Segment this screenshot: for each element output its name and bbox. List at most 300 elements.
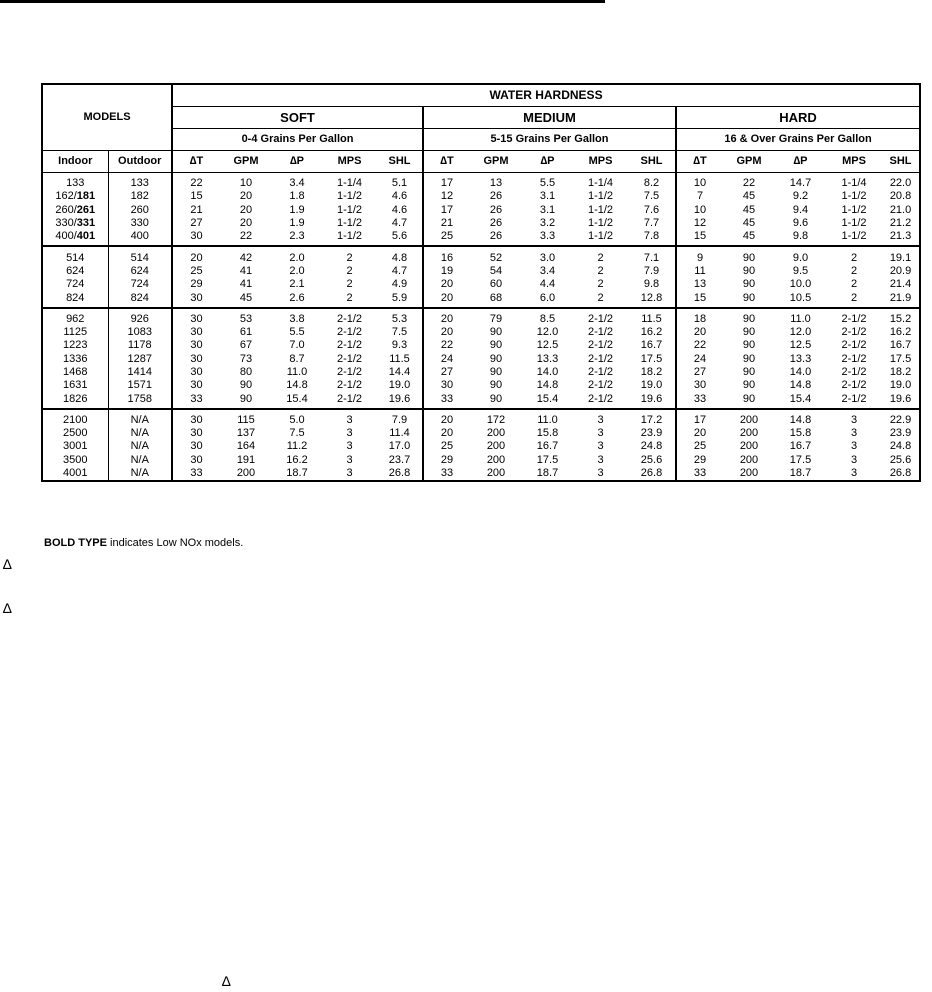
value-cell-gpm: 41 xyxy=(239,264,253,277)
value-cell-mps: 3 xyxy=(850,453,858,466)
value-cell-delta-t: 20 xyxy=(190,251,203,264)
model-outdoor-cell: 514 xyxy=(108,246,172,264)
value-cell-delta-t: 11 xyxy=(694,264,706,277)
value-cell-delta-t: 9 xyxy=(696,251,704,264)
value-cell-delta-p: 3.1 xyxy=(539,203,556,216)
column-header-outdoor: Outdoor xyxy=(108,151,172,173)
value-cell-delta-p: 14.8 xyxy=(789,379,812,392)
value-cell-gpm: 90 xyxy=(239,379,253,392)
value-cell-mps: 1-1/4 xyxy=(587,177,614,190)
value-cell-delta-p: 9.2 xyxy=(792,190,809,203)
value-cell-shl: 21.2 xyxy=(889,217,912,230)
value-cell-gpm: 54 xyxy=(489,264,503,277)
model-indoor-cell xyxy=(42,173,108,191)
value-cell-delta-p: 18.7 xyxy=(536,467,559,480)
value-cell-shl: 21.9 xyxy=(882,291,920,307)
value-cell-mps: 2 xyxy=(346,251,353,264)
value-cell-shl: 17.2 xyxy=(628,409,676,427)
table-row xyxy=(42,409,920,427)
model-indoor-cell xyxy=(42,190,108,203)
value-cell-gpm: 45 xyxy=(220,291,272,307)
value-cell-shl: 25.6 xyxy=(889,453,912,466)
value-cell-delta-t: 25 xyxy=(440,440,454,453)
value-cell-delta-p: 3.1 xyxy=(539,190,556,203)
model-indoor-number: 2100 xyxy=(63,413,88,426)
value-cell-mps: 3 xyxy=(597,413,604,426)
model-indoor-number: 514 xyxy=(66,251,85,264)
value-cell-delta-p: 1.9 xyxy=(289,217,305,230)
value-cell-delta-p: 11.2 xyxy=(286,440,308,453)
model-indoor-cell xyxy=(42,230,108,246)
value-cell-gpm: 90 xyxy=(723,291,775,307)
value-cell-shl: 11.5 xyxy=(628,308,676,326)
value-cell-mps: 2-1/2 xyxy=(841,312,867,325)
value-cell-gpm: 200 xyxy=(236,467,256,480)
value-cell-mps: 1-1/2 xyxy=(841,203,867,216)
value-cell-delta-p: 2.1 xyxy=(289,278,305,291)
value-cell-gpm: 200 xyxy=(486,467,506,480)
value-cell-delta-p: 3.4 xyxy=(539,264,556,277)
value-cell-delta-t: 20 xyxy=(440,427,454,440)
value-cell-shl: 20.8 xyxy=(889,190,912,203)
value-cell-shl: 22.0 xyxy=(889,177,912,190)
value-cell-gpm: 52 xyxy=(489,251,503,264)
value-cell-delta-p: 1.8 xyxy=(289,190,305,203)
value-cell-delta-p: 9.8 xyxy=(775,230,826,246)
value-cell-mps: 2-1/2 xyxy=(573,392,628,408)
model-indoor-cell xyxy=(42,440,108,453)
value-cell-mps: 1-1/2 xyxy=(336,217,363,230)
value-cell-shl: 8.2 xyxy=(628,173,676,191)
value-cell-gpm: 26 xyxy=(489,203,503,216)
value-cell-delta-t: 22 xyxy=(190,177,203,190)
value-cell-delta-t: 12 xyxy=(693,217,707,230)
value-cell-mps: 2 xyxy=(346,278,353,291)
value-cell-shl: 16.7 xyxy=(889,339,912,352)
value-cell-shl: 4.6 xyxy=(377,204,423,217)
value-cell-delta-t: 15 xyxy=(676,291,723,307)
value-cell-delta-p: 15.8 xyxy=(536,427,559,440)
value-cell-delta-t: 25 xyxy=(423,230,470,246)
value-cell-gpm: 60 xyxy=(489,278,503,291)
value-cell-mps: 2-1/2 xyxy=(587,379,614,392)
value-cell-delta-p: 2.0 xyxy=(289,251,305,264)
value-cell-gpm: 90 xyxy=(742,352,756,365)
value-cell-delta-p: 5.5 xyxy=(539,177,556,190)
value-cell-delta-t: 10 xyxy=(693,203,707,216)
value-cell-mps: 3 xyxy=(597,440,604,453)
value-cell-gpm: 200 xyxy=(739,467,759,480)
value-cell-shl: 7.8 xyxy=(628,230,676,246)
value-cell-delta-t: 27 xyxy=(440,366,454,378)
value-cell-gpm: 90 xyxy=(220,392,272,408)
value-cell-gpm: 90 xyxy=(742,278,756,291)
value-cell-delta-p: 3.8 xyxy=(289,312,305,325)
value-cell-mps: 3 xyxy=(850,427,858,440)
table-row xyxy=(42,339,920,352)
value-cell-delta-p: 15.4 xyxy=(272,392,322,408)
value-cell-delta-p: 11.0 xyxy=(790,312,811,325)
model-indoor-number: 400/ xyxy=(55,230,77,243)
value-cell-delta-p: 18.7 xyxy=(286,467,308,480)
model-indoor-lownox-number: 331 xyxy=(76,217,96,230)
model-indoor-number: 724 xyxy=(66,278,85,291)
model-outdoor-cell: 260 xyxy=(108,204,172,217)
range-soft: 0-4 Grains Per Gallon xyxy=(172,129,423,151)
value-cell-mps: 1-1/2 xyxy=(587,217,614,230)
value-cell-shl: 7.1 xyxy=(628,246,676,264)
value-cell-mps: 2-1/2 xyxy=(841,326,867,339)
column-header-delta-t: ∆T xyxy=(172,151,220,173)
table-row xyxy=(42,454,920,467)
value-cell-shl: 19.0 xyxy=(889,379,912,392)
value-cell-mps: 2-1/2 xyxy=(336,352,363,365)
value-cell-mps: 2 xyxy=(597,278,604,291)
table-row xyxy=(42,291,920,307)
value-cell-gpm: 22 xyxy=(220,230,272,246)
model-indoor-number: 1468 xyxy=(63,366,88,378)
value-cell-delta-p: 14.8 xyxy=(536,379,559,392)
model-outdoor-cell: N/A xyxy=(108,440,172,453)
value-cell-delta-t: 15 xyxy=(190,190,203,203)
value-cell-delta-p: 14.7 xyxy=(789,177,812,190)
value-cell-mps: 2-1/2 xyxy=(587,366,614,378)
value-cell-mps: 1-1/2 xyxy=(336,190,363,203)
value-cell-gpm: 20 xyxy=(239,203,253,216)
value-cell-mps: 2-1/2 xyxy=(587,312,614,325)
top-rule xyxy=(0,0,605,3)
value-cell-delta-p: 11.0 xyxy=(537,413,558,426)
models-header: MODELS xyxy=(42,84,172,151)
model-indoor-cell xyxy=(42,392,108,408)
value-cell-delta-t: 29 xyxy=(440,453,454,466)
value-cell-delta-t: 17 xyxy=(440,177,454,190)
model-indoor-number: 1336 xyxy=(63,352,88,365)
model-indoor-cell xyxy=(42,217,108,230)
value-cell-gpm: 90 xyxy=(742,264,756,277)
value-cell-delta-p: 9.6 xyxy=(792,217,809,230)
value-cell-gpm: 26 xyxy=(489,217,503,230)
value-cell-mps: 3 xyxy=(346,440,353,453)
model-indoor-cell xyxy=(42,204,108,217)
value-cell-shl: 21.4 xyxy=(889,278,912,291)
footnote-bold-type: BOLD TYPE xyxy=(44,537,107,549)
value-cell-delta-t: 25 xyxy=(190,264,203,277)
category-hard: HARD xyxy=(676,107,920,129)
value-cell-delta-p: 17.5 xyxy=(789,453,812,466)
column-header-gpm: GPM xyxy=(470,151,522,173)
table-row xyxy=(42,204,920,217)
value-cell-delta-p: 11.0 xyxy=(286,366,308,378)
model-indoor-cell xyxy=(42,454,108,467)
value-cell-delta-t: 13 xyxy=(693,278,707,291)
model-outdoor-cell: 400 xyxy=(108,230,172,246)
value-cell-shl: 19.1 xyxy=(889,251,912,264)
value-cell-shl: 23.9 xyxy=(889,427,912,440)
value-cell-shl: 12.8 xyxy=(628,291,676,307)
category-medium: MEDIUM xyxy=(423,107,676,129)
value-cell-mps: 2-1/2 xyxy=(587,352,614,365)
value-cell-mps: 2-1/2 xyxy=(587,339,614,352)
model-outdoor-cell: 1414 xyxy=(108,366,172,379)
value-cell-delta-t: 20 xyxy=(693,427,707,440)
model-indoor-cell xyxy=(42,353,108,366)
value-cell-gpm: 10 xyxy=(239,177,253,190)
value-cell-mps: 3 xyxy=(346,467,353,480)
column-header-delta-t: ∆T xyxy=(423,151,470,173)
model-outdoor-cell: 1287 xyxy=(108,353,172,366)
value-cell-shl: 7.7 xyxy=(628,217,676,230)
value-cell-shl: 23.7 xyxy=(377,454,423,467)
value-cell-mps: 3 xyxy=(850,440,858,453)
value-cell-mps: 1-1/2 xyxy=(322,230,377,246)
model-indoor-cell xyxy=(42,278,108,291)
value-cell-gpm: 90 xyxy=(489,352,503,365)
value-cell-delta-p: 2.3 xyxy=(272,230,322,246)
value-cell-mps: 1-1/2 xyxy=(841,217,867,230)
value-cell-delta-p: 13.3 xyxy=(789,352,812,365)
value-cell-mps: 2 xyxy=(597,251,604,264)
value-cell-delta-t: 22 xyxy=(693,339,707,352)
model-outdoor-cell: 182 xyxy=(108,190,172,203)
column-header-mps: MPS xyxy=(322,151,377,173)
value-cell-shl: 4.9 xyxy=(377,278,423,291)
value-cell-mps: 2-1/2 xyxy=(841,339,867,352)
value-cell-shl: 19.6 xyxy=(377,392,423,408)
table-row xyxy=(42,440,920,453)
value-cell-gpm: 200 xyxy=(739,427,759,440)
model-indoor-number: 3500 xyxy=(63,453,88,466)
value-cell-delta-t: 24 xyxy=(440,352,454,365)
column-header-delta-p: ∆P xyxy=(775,151,826,173)
value-cell-shl: 18.2 xyxy=(628,366,676,379)
value-cell-gpm: 79 xyxy=(489,312,503,325)
model-outdoor-cell: 1083 xyxy=(108,326,172,339)
value-cell-mps: 3 xyxy=(850,413,858,426)
value-cell-mps: 2-1/2 xyxy=(336,326,363,339)
value-cell-gpm: 73 xyxy=(239,352,253,365)
value-cell-shl: 5.1 xyxy=(377,173,423,191)
value-cell-delta-t: 30 xyxy=(190,339,203,352)
value-cell-mps: 2 xyxy=(850,264,858,277)
value-cell-delta-p: 17.5 xyxy=(536,453,559,466)
range-medium: 5-15 Grains Per Gallon xyxy=(423,129,676,151)
model-indoor-number: 260/ xyxy=(55,203,77,216)
value-cell-shl: 16.2 xyxy=(889,326,912,339)
value-cell-delta-t: 22 xyxy=(440,339,454,352)
value-cell-delta-t: 30 xyxy=(172,230,220,246)
value-cell-delta-p: 2.6 xyxy=(272,291,322,307)
table-row xyxy=(42,392,920,408)
value-cell-delta-p: 16.2 xyxy=(286,453,308,466)
value-cell-delta-t: 24 xyxy=(693,352,707,365)
value-cell-delta-t: 15 xyxy=(676,230,723,246)
value-cell-gpm: 115 xyxy=(237,413,255,426)
value-cell-delta-p: 15.4 xyxy=(522,392,573,408)
value-cell-shl: 19.0 xyxy=(628,379,676,392)
value-cell-mps: 2-1/2 xyxy=(841,379,867,392)
value-cell-delta-p: 5.5 xyxy=(289,326,305,339)
column-header-gpm: GPM xyxy=(220,151,272,173)
model-indoor-cell xyxy=(42,409,108,427)
value-cell-mps: 1-1/4 xyxy=(336,177,363,190)
value-cell-shl: 4.7 xyxy=(377,265,423,278)
table-row xyxy=(42,326,920,339)
value-cell-delta-p: 2.0 xyxy=(289,264,305,277)
value-cell-delta-t: 12 xyxy=(440,190,454,203)
model-indoor-cell xyxy=(42,265,108,278)
model-outdoor-cell: 330 xyxy=(108,217,172,230)
model-outdoor-cell: 824 xyxy=(108,291,172,307)
value-cell-delta-p: 14.0 xyxy=(536,366,559,378)
table-row xyxy=(42,366,920,379)
value-cell-shl: 21.3 xyxy=(882,230,920,246)
value-cell-gpm: 45 xyxy=(742,190,756,203)
value-cell-mps: 2 xyxy=(573,291,628,307)
value-cell-mps: 2 xyxy=(850,278,858,291)
value-cell-delta-t: 18 xyxy=(693,312,707,325)
value-cell-gpm: 200 xyxy=(486,427,506,440)
value-cell-mps: 2-1/2 xyxy=(336,379,363,392)
value-cell-shl: 20.9 xyxy=(889,264,912,277)
value-cell-gpm: 200 xyxy=(739,413,759,426)
model-indoor-cell xyxy=(42,379,108,392)
value-cell-mps: 1-1/2 xyxy=(336,203,363,216)
value-cell-gpm: 90 xyxy=(742,379,756,392)
value-cell-delta-p: 16.7 xyxy=(789,440,812,453)
table-row xyxy=(42,230,920,246)
table-row xyxy=(42,308,920,326)
value-cell-gpm: 137 xyxy=(236,427,256,440)
model-indoor-number: 624 xyxy=(66,264,85,277)
value-cell-gpm: 90 xyxy=(489,326,503,339)
value-cell-delta-p: 15.4 xyxy=(775,392,826,408)
column-header-gpm: GPM xyxy=(723,151,775,173)
delta-triangle-icon: ∆ xyxy=(3,600,12,616)
value-cell-mps: 1-1/2 xyxy=(587,203,614,216)
value-cell-gpm: 200 xyxy=(486,453,506,466)
model-indoor-cell xyxy=(42,339,108,352)
model-indoor-lownox-number: 261 xyxy=(76,203,96,216)
value-cell-delta-p: 12.0 xyxy=(789,326,812,339)
value-cell-gpm: 26 xyxy=(470,230,522,246)
value-cell-mps: 2-1/2 xyxy=(841,352,867,365)
value-cell-shl: 17.5 xyxy=(889,352,912,365)
value-cell-gpm: 13 xyxy=(489,177,503,190)
value-cell-delta-p: 3.4 xyxy=(289,177,305,190)
column-header-delta-p: ∆P xyxy=(272,151,322,173)
value-cell-delta-p: 10.0 xyxy=(789,278,812,291)
value-cell-gpm: 90 xyxy=(489,379,503,392)
value-cell-shl: 26.8 xyxy=(628,467,676,481)
value-cell-mps: 1-1/2 xyxy=(587,190,614,203)
value-cell-delta-t: 30 xyxy=(693,379,707,392)
value-cell-shl: 26.8 xyxy=(377,467,423,481)
value-cell-mps: 3 xyxy=(346,453,353,466)
value-cell-mps: 2 xyxy=(346,264,353,277)
value-cell-shl: 25.6 xyxy=(628,454,676,467)
value-cell-delta-p: 9.0 xyxy=(792,251,809,264)
value-cell-mps: 2-1/2 xyxy=(336,312,363,325)
value-cell-delta-p: 3.2 xyxy=(539,217,556,230)
value-cell-shl: 7.9 xyxy=(377,409,423,427)
value-cell-mps: 1-1/2 xyxy=(826,230,882,246)
model-outdoor-cell: N/A xyxy=(108,427,172,440)
value-cell-gpm: 67 xyxy=(239,339,253,352)
model-outdoor-cell: 724 xyxy=(108,278,172,291)
value-cell-mps: 3 xyxy=(597,467,604,480)
model-indoor-number: 1223 xyxy=(63,339,88,352)
value-cell-delta-p: 9.5 xyxy=(792,264,809,277)
value-cell-delta-t: 20 xyxy=(440,326,454,339)
value-cell-shl: 23.9 xyxy=(628,427,676,440)
model-indoor-cell xyxy=(42,246,108,264)
value-cell-shl: 19.0 xyxy=(377,379,423,392)
value-cell-delta-p: 7.5 xyxy=(289,427,305,440)
column-header-shl: SHL xyxy=(628,151,676,173)
value-cell-mps: 2-1/2 xyxy=(826,392,882,408)
model-outdoor-cell: 1571 xyxy=(108,379,172,392)
value-cell-shl: 19.6 xyxy=(628,392,676,408)
value-cell-shl: 5.9 xyxy=(377,291,423,307)
table-row xyxy=(42,379,920,392)
model-outdoor-cell: 926 xyxy=(108,308,172,326)
model-indoor-cell xyxy=(42,467,108,481)
column-header-indoor: Indoor xyxy=(42,151,108,173)
model-indoor-number: 962 xyxy=(66,312,85,325)
value-cell-delta-p: 14.8 xyxy=(286,379,308,392)
value-cell-delta-p: 12.5 xyxy=(536,339,559,352)
value-cell-delta-t: 16 xyxy=(440,251,454,264)
value-cell-mps: 1-1/2 xyxy=(841,190,867,203)
value-cell-delta-t: 29 xyxy=(693,453,707,466)
value-cell-gpm: 45 xyxy=(742,203,756,216)
value-cell-mps: 3 xyxy=(850,467,858,480)
value-cell-delta-t: 20 xyxy=(440,312,454,325)
value-cell-delta-t: 33 xyxy=(172,392,220,408)
value-cell-delta-t: 20 xyxy=(423,291,470,307)
model-indoor-number: 1631 xyxy=(63,379,88,392)
model-indoor-number: 4001 xyxy=(63,467,88,480)
value-cell-delta-p: 15.8 xyxy=(789,427,812,440)
model-outdoor-cell: N/A xyxy=(108,454,172,467)
value-cell-gpm: 20 xyxy=(239,217,253,230)
value-cell-delta-p: 8.7 xyxy=(289,352,305,365)
model-indoor-cell xyxy=(42,308,108,326)
value-cell-gpm: 90 xyxy=(742,366,756,378)
table-row xyxy=(42,427,920,440)
value-cell-shl: 21.0 xyxy=(889,203,912,216)
table-row xyxy=(42,173,920,191)
model-outdoor-cell: 1178 xyxy=(108,339,172,352)
table-row xyxy=(42,190,920,203)
value-cell-delta-p: 12.0 xyxy=(536,326,559,339)
value-cell-gpm: 53 xyxy=(239,312,253,325)
value-cell-shl: 9.8 xyxy=(628,278,676,291)
model-indoor-number: 1826 xyxy=(63,392,88,405)
value-cell-gpm: 200 xyxy=(739,440,759,453)
model-indoor-number: 330/ xyxy=(55,217,77,230)
model-indoor-cell xyxy=(42,291,108,307)
value-cell-delta-t: 30 xyxy=(190,366,203,378)
value-cell-mps: 3 xyxy=(346,427,353,440)
value-cell-delta-t: 30 xyxy=(172,291,220,307)
value-cell-shl: 11.5 xyxy=(377,353,423,366)
value-cell-gpm: 45 xyxy=(742,217,756,230)
value-cell-shl: 18.2 xyxy=(889,366,912,378)
value-cell-gpm: 45 xyxy=(723,230,775,246)
value-cell-gpm: 90 xyxy=(742,251,756,264)
